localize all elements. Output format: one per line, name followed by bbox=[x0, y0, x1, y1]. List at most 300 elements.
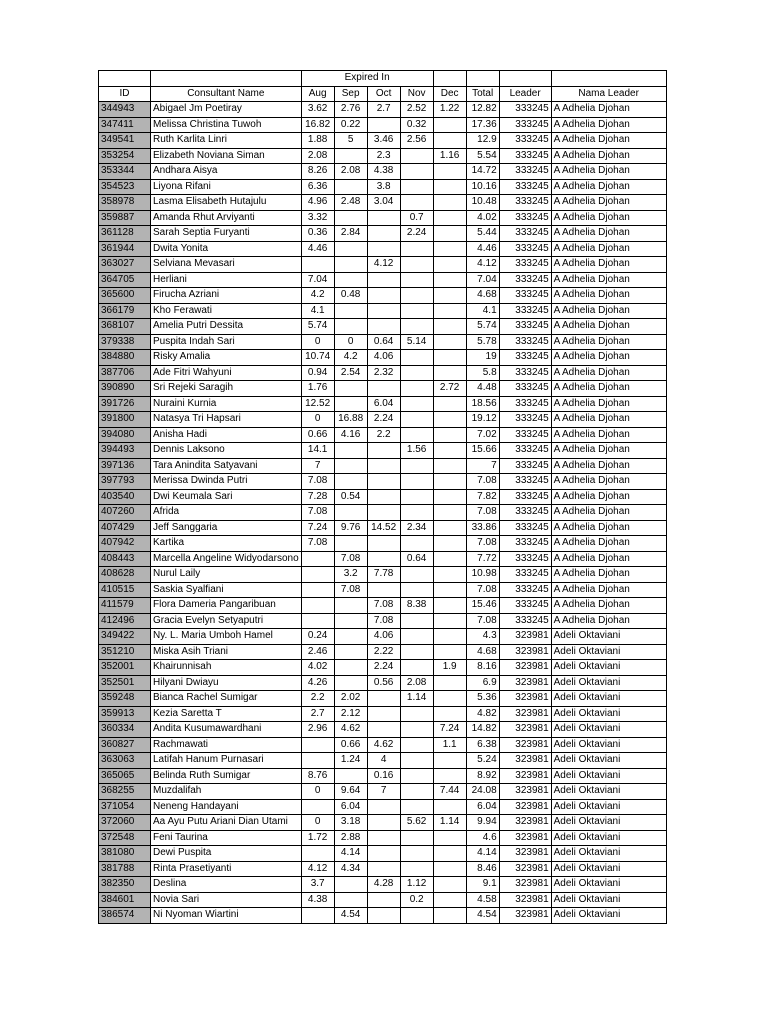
id-cell: 349422 bbox=[99, 629, 151, 645]
consultant-name-cell: Feni Taurina bbox=[151, 830, 302, 846]
leader-id-cell: 333245 bbox=[499, 164, 551, 180]
leader-name-cell: A Adhelia Djohan bbox=[551, 179, 666, 195]
oct-cell: 3.8 bbox=[367, 179, 400, 195]
column-header-dec: Dec bbox=[433, 86, 466, 102]
leader-name-cell: A Adhelia Djohan bbox=[551, 210, 666, 226]
nov-cell: 2.52 bbox=[400, 102, 433, 118]
total-cell: 5.74 bbox=[466, 319, 499, 335]
sep-cell: 7.08 bbox=[334, 551, 367, 567]
total-cell: 7.08 bbox=[466, 505, 499, 521]
oct-cell: 0.16 bbox=[367, 768, 400, 784]
aug-cell: 7.08 bbox=[301, 536, 334, 552]
table-row bbox=[99, 784, 667, 800]
aug-cell: 2.08 bbox=[301, 148, 334, 164]
id-cell: 384880 bbox=[99, 350, 151, 366]
id-cell: 408628 bbox=[99, 567, 151, 583]
oct-cell: 4.12 bbox=[367, 257, 400, 273]
nov-cell bbox=[400, 799, 433, 815]
sep-cell: 3.2 bbox=[334, 567, 367, 583]
leader-id-cell: 323981 bbox=[499, 706, 551, 722]
oct-cell bbox=[367, 815, 400, 831]
leader-id-cell: 333245 bbox=[499, 288, 551, 304]
table-row bbox=[99, 381, 667, 397]
consultant-name-cell: Bianca Rachel Sumigar bbox=[151, 691, 302, 707]
aug-cell: 1.88 bbox=[301, 133, 334, 149]
consultant-name-cell: Dwi Keumala Sari bbox=[151, 489, 302, 505]
nov-cell bbox=[400, 148, 433, 164]
total-cell: 8.46 bbox=[466, 861, 499, 877]
dec-cell bbox=[433, 117, 466, 133]
leader-id-cell: 333245 bbox=[499, 474, 551, 490]
nov-cell bbox=[400, 908, 433, 924]
table-row bbox=[99, 148, 667, 164]
oct-cell bbox=[367, 830, 400, 846]
leader-name-cell: A Adhelia Djohan bbox=[551, 164, 666, 180]
consultant-name-cell: Dewi Puspita bbox=[151, 846, 302, 862]
table-row bbox=[99, 117, 667, 133]
consultant-name-cell: Gracia Evelyn Setyaputri bbox=[151, 613, 302, 629]
sep-cell bbox=[334, 644, 367, 660]
total-cell: 6.04 bbox=[466, 799, 499, 815]
oct-cell: 14.52 bbox=[367, 520, 400, 536]
oct-cell: 4.38 bbox=[367, 164, 400, 180]
table-row bbox=[99, 474, 667, 490]
nov-cell bbox=[400, 613, 433, 629]
nov-cell: 8.38 bbox=[400, 598, 433, 614]
blank-header-cell bbox=[466, 71, 499, 87]
consultant-name-cell: Latifah Hanum Purnasari bbox=[151, 753, 302, 769]
dec-cell bbox=[433, 334, 466, 350]
leader-name-cell: A Adhelia Djohan bbox=[551, 381, 666, 397]
dec-cell bbox=[433, 427, 466, 443]
consultant-name-cell: Nurul Laily bbox=[151, 567, 302, 583]
total-cell: 4.46 bbox=[466, 241, 499, 257]
leader-name-cell: Adeli Oktaviani bbox=[551, 846, 666, 862]
total-cell: 18.56 bbox=[466, 396, 499, 412]
aug-cell: 8.76 bbox=[301, 768, 334, 784]
table-row bbox=[99, 505, 667, 521]
aug-cell: 1.72 bbox=[301, 830, 334, 846]
aug-cell: 5.74 bbox=[301, 319, 334, 335]
oct-cell bbox=[367, 288, 400, 304]
id-cell: 351210 bbox=[99, 644, 151, 660]
total-cell: 5.78 bbox=[466, 334, 499, 350]
oct-cell bbox=[367, 458, 400, 474]
oct-cell bbox=[367, 381, 400, 397]
leader-name-cell: Adeli Oktaviani bbox=[551, 706, 666, 722]
oct-cell: 0.64 bbox=[367, 334, 400, 350]
oct-cell bbox=[367, 226, 400, 242]
oct-cell bbox=[367, 210, 400, 226]
total-cell: 14.72 bbox=[466, 164, 499, 180]
consultant-name-cell: Khairunnisah bbox=[151, 660, 302, 676]
aug-cell bbox=[301, 846, 334, 862]
dec-cell bbox=[433, 458, 466, 474]
dec-cell bbox=[433, 241, 466, 257]
table-row bbox=[99, 226, 667, 242]
total-cell: 8.92 bbox=[466, 768, 499, 784]
leader-name-cell: A Adhelia Djohan bbox=[551, 303, 666, 319]
consultant-name-cell: Kho Ferawati bbox=[151, 303, 302, 319]
aug-cell: 4.26 bbox=[301, 675, 334, 691]
consultant-name-cell: Amanda Rhut Arviyanti bbox=[151, 210, 302, 226]
dec-cell bbox=[433, 706, 466, 722]
consultant-name-cell: Merissa Dwinda Putri bbox=[151, 474, 302, 490]
aug-cell: 1.76 bbox=[301, 381, 334, 397]
consultant-name-cell: Herliani bbox=[151, 272, 302, 288]
table-row bbox=[99, 412, 667, 428]
consultant-name-cell: Muzdalifah bbox=[151, 784, 302, 800]
table-row bbox=[99, 288, 667, 304]
expiry-sheet-table bbox=[98, 70, 667, 924]
consultant-name-cell: Marcella Angeline Widyodarsono bbox=[151, 551, 302, 567]
leader-name-cell: Adeli Oktaviani bbox=[551, 877, 666, 893]
sep-cell bbox=[334, 319, 367, 335]
id-cell: 407260 bbox=[99, 505, 151, 521]
leader-id-cell: 323981 bbox=[499, 675, 551, 691]
column-header-total: Total bbox=[466, 86, 499, 102]
dec-cell bbox=[433, 350, 466, 366]
dec-cell bbox=[433, 908, 466, 924]
oct-cell: 4.06 bbox=[367, 629, 400, 645]
aug-cell: 8.26 bbox=[301, 164, 334, 180]
leader-id-cell: 333245 bbox=[499, 567, 551, 583]
dec-cell bbox=[433, 861, 466, 877]
total-cell: 33.86 bbox=[466, 520, 499, 536]
leader-id-cell: 333245 bbox=[499, 365, 551, 381]
table-row bbox=[99, 815, 667, 831]
id-cell: 361128 bbox=[99, 226, 151, 242]
oct-cell bbox=[367, 722, 400, 738]
table-row bbox=[99, 164, 667, 180]
aug-cell bbox=[301, 598, 334, 614]
dec-cell bbox=[433, 830, 466, 846]
table-row bbox=[99, 319, 667, 335]
total-cell: 19 bbox=[466, 350, 499, 366]
leader-id-cell: 333245 bbox=[499, 598, 551, 614]
leader-name-cell: A Adhelia Djohan bbox=[551, 443, 666, 459]
oct-cell: 4.06 bbox=[367, 350, 400, 366]
nov-cell bbox=[400, 567, 433, 583]
consultant-name-cell: Selviana Mevasari bbox=[151, 257, 302, 273]
id-cell: 394493 bbox=[99, 443, 151, 459]
dec-cell bbox=[433, 365, 466, 381]
oct-cell bbox=[367, 272, 400, 288]
nov-cell bbox=[400, 381, 433, 397]
leader-id-cell: 333245 bbox=[499, 210, 551, 226]
dec-cell: 1.22 bbox=[433, 102, 466, 118]
dec-cell bbox=[433, 133, 466, 149]
leader-name-cell: A Adhelia Djohan bbox=[551, 133, 666, 149]
leader-name-cell: A Adhelia Djohan bbox=[551, 365, 666, 381]
oct-cell bbox=[367, 505, 400, 521]
sep-cell: 5 bbox=[334, 133, 367, 149]
nov-cell: 1.14 bbox=[400, 691, 433, 707]
sep-cell bbox=[334, 396, 367, 412]
leader-name-cell: A Adhelia Djohan bbox=[551, 257, 666, 273]
oct-cell: 4.62 bbox=[367, 737, 400, 753]
total-cell: 7.08 bbox=[466, 613, 499, 629]
total-cell: 7.72 bbox=[466, 551, 499, 567]
aug-cell: 4.2 bbox=[301, 288, 334, 304]
total-cell: 8.16 bbox=[466, 660, 499, 676]
nov-cell bbox=[400, 427, 433, 443]
id-cell: 407942 bbox=[99, 536, 151, 552]
nov-cell: 5.14 bbox=[400, 334, 433, 350]
aug-cell: 10.74 bbox=[301, 350, 334, 366]
table-row bbox=[99, 179, 667, 195]
sep-cell bbox=[334, 892, 367, 908]
consultant-name-cell: Neneng Handayani bbox=[151, 799, 302, 815]
sep-cell: 2.48 bbox=[334, 195, 367, 211]
leader-name-cell: Adeli Oktaviani bbox=[551, 675, 666, 691]
sep-cell: 16.88 bbox=[334, 412, 367, 428]
leader-name-cell: A Adhelia Djohan bbox=[551, 226, 666, 242]
dec-cell bbox=[433, 582, 466, 598]
nov-cell bbox=[400, 458, 433, 474]
total-cell: 12.9 bbox=[466, 133, 499, 149]
consultant-name-cell: Belinda Ruth Sumigar bbox=[151, 768, 302, 784]
leader-id-cell: 333245 bbox=[499, 226, 551, 242]
aug-cell: 4.38 bbox=[301, 892, 334, 908]
nov-cell: 2.24 bbox=[400, 226, 433, 242]
leader-name-cell: Adeli Oktaviani bbox=[551, 660, 666, 676]
dec-cell: 7.24 bbox=[433, 722, 466, 738]
consultant-name-cell: Ade Fitri Wahyuni bbox=[151, 365, 302, 381]
nov-cell bbox=[400, 753, 433, 769]
table-row bbox=[99, 908, 667, 924]
id-cell: 361944 bbox=[99, 241, 151, 257]
id-cell: 412496 bbox=[99, 613, 151, 629]
id-cell: 353344 bbox=[99, 164, 151, 180]
leader-name-cell: A Adhelia Djohan bbox=[551, 102, 666, 118]
sep-cell bbox=[334, 303, 367, 319]
aug-cell: 2.2 bbox=[301, 691, 334, 707]
sep-cell: 3.18 bbox=[334, 815, 367, 831]
dec-cell bbox=[433, 474, 466, 490]
column-header-nov: Nov bbox=[400, 86, 433, 102]
consultant-name-cell: Natasya Tri Hapsari bbox=[151, 412, 302, 428]
aug-cell: 7.04 bbox=[301, 272, 334, 288]
consultant-name-cell: Risky Amalia bbox=[151, 350, 302, 366]
sep-cell bbox=[334, 598, 367, 614]
sep-cell: 0 bbox=[334, 334, 367, 350]
nov-cell bbox=[400, 257, 433, 273]
sep-cell bbox=[334, 505, 367, 521]
table-row bbox=[99, 753, 667, 769]
total-cell: 4.3 bbox=[466, 629, 499, 645]
dec-cell bbox=[433, 210, 466, 226]
sep-cell: 6.04 bbox=[334, 799, 367, 815]
table-row bbox=[99, 489, 667, 505]
sep-cell bbox=[334, 241, 367, 257]
dec-cell bbox=[433, 613, 466, 629]
dec-cell bbox=[433, 598, 466, 614]
dec-cell: 1.9 bbox=[433, 660, 466, 676]
oct-cell: 6.04 bbox=[367, 396, 400, 412]
leader-id-cell: 333245 bbox=[499, 443, 551, 459]
sep-cell: 9.64 bbox=[334, 784, 367, 800]
dec-cell bbox=[433, 799, 466, 815]
leader-id-cell: 323981 bbox=[499, 644, 551, 660]
sep-cell: 4.16 bbox=[334, 427, 367, 443]
oct-cell bbox=[367, 706, 400, 722]
table-row bbox=[99, 458, 667, 474]
oct-cell bbox=[367, 443, 400, 459]
id-cell: 394080 bbox=[99, 427, 151, 443]
total-cell: 10.98 bbox=[466, 567, 499, 583]
dec-cell bbox=[433, 644, 466, 660]
consultant-name-cell: Rachmawati bbox=[151, 737, 302, 753]
sep-cell bbox=[334, 474, 367, 490]
consultant-name-cell: Sri Rejeki Saragih bbox=[151, 381, 302, 397]
id-cell: 352501 bbox=[99, 675, 151, 691]
dec-cell: 1.16 bbox=[433, 148, 466, 164]
total-cell: 4.02 bbox=[466, 210, 499, 226]
leader-name-cell: A Adhelia Djohan bbox=[551, 412, 666, 428]
leader-id-cell: 333245 bbox=[499, 133, 551, 149]
nov-cell bbox=[400, 179, 433, 195]
aug-cell: 2.7 bbox=[301, 706, 334, 722]
dec-cell bbox=[433, 443, 466, 459]
column-header-oct: Oct bbox=[367, 86, 400, 102]
leader-id-cell: 333245 bbox=[499, 520, 551, 536]
aug-cell bbox=[301, 613, 334, 629]
aug-cell: 2.96 bbox=[301, 722, 334, 738]
nov-cell: 0.32 bbox=[400, 117, 433, 133]
id-cell: 381788 bbox=[99, 861, 151, 877]
consultant-name-cell: Sarah Septia Furyanti bbox=[151, 226, 302, 242]
oct-cell: 4 bbox=[367, 753, 400, 769]
leader-id-cell: 323981 bbox=[499, 784, 551, 800]
dec-cell bbox=[433, 319, 466, 335]
table-row bbox=[99, 737, 667, 753]
oct-cell: 4.28 bbox=[367, 877, 400, 893]
leader-id-cell: 333245 bbox=[499, 381, 551, 397]
aug-cell bbox=[301, 582, 334, 598]
total-cell: 9.94 bbox=[466, 815, 499, 831]
id-cell: 359248 bbox=[99, 691, 151, 707]
aug-cell: 4.46 bbox=[301, 241, 334, 257]
id-cell: 390890 bbox=[99, 381, 151, 397]
leader-name-cell: Adeli Oktaviani bbox=[551, 815, 666, 831]
consultant-name-cell: Dennis Laksono bbox=[151, 443, 302, 459]
total-cell: 6.38 bbox=[466, 737, 499, 753]
sep-cell bbox=[334, 660, 367, 676]
sep-cell: 1.24 bbox=[334, 753, 367, 769]
aug-cell: 4.02 bbox=[301, 660, 334, 676]
sep-cell: 0.48 bbox=[334, 288, 367, 304]
leader-id-cell: 333245 bbox=[499, 458, 551, 474]
total-cell: 7 bbox=[466, 458, 499, 474]
dec-cell: 2.72 bbox=[433, 381, 466, 397]
table-row bbox=[99, 675, 667, 691]
group-header-row bbox=[99, 71, 667, 87]
aug-cell: 0 bbox=[301, 784, 334, 800]
total-cell: 5.54 bbox=[466, 148, 499, 164]
consultant-name-cell: Dwita Yonita bbox=[151, 241, 302, 257]
nov-cell: 2.34 bbox=[400, 520, 433, 536]
id-cell: 408443 bbox=[99, 551, 151, 567]
leader-id-cell: 333245 bbox=[499, 257, 551, 273]
id-cell: 403540 bbox=[99, 489, 151, 505]
sep-cell: 4.34 bbox=[334, 861, 367, 877]
id-cell: 363027 bbox=[99, 257, 151, 273]
leader-id-cell: 333245 bbox=[499, 195, 551, 211]
dec-cell bbox=[433, 691, 466, 707]
nov-cell: 1.12 bbox=[400, 877, 433, 893]
column-header-leader: Leader bbox=[499, 86, 551, 102]
column-header-row bbox=[99, 86, 667, 102]
dec-cell bbox=[433, 753, 466, 769]
dec-cell bbox=[433, 288, 466, 304]
leader-id-cell: 333245 bbox=[499, 551, 551, 567]
leader-name-cell: A Adhelia Djohan bbox=[551, 520, 666, 536]
dec-cell bbox=[433, 396, 466, 412]
consultant-name-cell: Aa Ayu Putu Ariani Dian Utami bbox=[151, 815, 302, 831]
table-row bbox=[99, 520, 667, 536]
leader-id-cell: 323981 bbox=[499, 815, 551, 831]
table-row bbox=[99, 892, 667, 908]
id-cell: 358978 bbox=[99, 195, 151, 211]
leader-id-cell: 333245 bbox=[499, 536, 551, 552]
total-cell: 6.9 bbox=[466, 675, 499, 691]
id-cell: 363063 bbox=[99, 753, 151, 769]
oct-cell bbox=[367, 861, 400, 877]
leader-name-cell: Adeli Oktaviani bbox=[551, 784, 666, 800]
aug-cell: 14.1 bbox=[301, 443, 334, 459]
dec-cell bbox=[433, 629, 466, 645]
consultant-name-cell: Kezia Saretta T bbox=[151, 706, 302, 722]
consultant-name-cell: Amelia Putri Dessita bbox=[151, 319, 302, 335]
leader-name-cell: A Adhelia Djohan bbox=[551, 505, 666, 521]
sep-cell: 2.88 bbox=[334, 830, 367, 846]
leader-id-cell: 323981 bbox=[499, 737, 551, 753]
nov-cell bbox=[400, 319, 433, 335]
table-row bbox=[99, 846, 667, 862]
oct-cell: 2.22 bbox=[367, 644, 400, 660]
id-cell: 384601 bbox=[99, 892, 151, 908]
id-cell: 397793 bbox=[99, 474, 151, 490]
id-cell: 364705 bbox=[99, 272, 151, 288]
nov-cell: 2.56 bbox=[400, 133, 433, 149]
total-cell: 7.82 bbox=[466, 489, 499, 505]
leader-name-cell: A Adhelia Djohan bbox=[551, 458, 666, 474]
leader-name-cell: Adeli Oktaviani bbox=[551, 753, 666, 769]
sep-cell: 0.54 bbox=[334, 489, 367, 505]
leader-name-cell: Adeli Oktaviani bbox=[551, 644, 666, 660]
consultant-name-cell: Rinta Prasetiyanti bbox=[151, 861, 302, 877]
leader-id-cell: 323981 bbox=[499, 908, 551, 924]
dec-cell bbox=[433, 846, 466, 862]
aug-cell: 7.08 bbox=[301, 505, 334, 521]
nov-cell bbox=[400, 722, 433, 738]
leader-name-cell: Adeli Oktaviani bbox=[551, 722, 666, 738]
consultant-name-cell: Hilyani Dwiayu bbox=[151, 675, 302, 691]
oct-cell: 7.08 bbox=[367, 598, 400, 614]
sep-cell bbox=[334, 148, 367, 164]
leader-name-cell: A Adhelia Djohan bbox=[551, 241, 666, 257]
id-cell: 359887 bbox=[99, 210, 151, 226]
dec-cell bbox=[433, 567, 466, 583]
total-cell: 4.58 bbox=[466, 892, 499, 908]
table-row bbox=[99, 257, 667, 273]
total-cell: 12.82 bbox=[466, 102, 499, 118]
table-row bbox=[99, 102, 667, 118]
leader-id-cell: 333245 bbox=[499, 582, 551, 598]
aug-cell: 3.7 bbox=[301, 877, 334, 893]
nov-cell bbox=[400, 644, 433, 660]
